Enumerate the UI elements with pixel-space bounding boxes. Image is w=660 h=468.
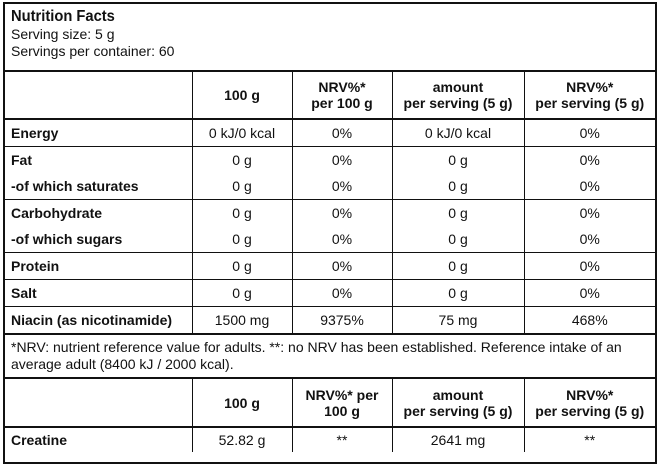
nrv-footnote: *NRV: nutrient reference value for adults. **: no NRV has been established. Reference intake of an average adult (8400 kJ / 2000 kcal).: [5, 335, 655, 379]
nutrient-name: Carbohydrate: [11, 205, 103, 221]
column-header-100g: 100 g: [192, 379, 292, 427]
column-header-nrv-100g: NRV%* per 100 g: [292, 72, 392, 119]
nutrient-value: 0 g: [192, 200, 292, 227]
table-row: [5, 200, 655, 227]
nutrient-name: Salt: [11, 285, 37, 301]
nutrient-value: 0%: [292, 173, 392, 200]
column-header-100g: 100 g: [192, 72, 292, 119]
nutrient-value: 0 g: [192, 173, 292, 200]
serving-size: Serving size: 5 g: [11, 26, 115, 42]
table-row: [5, 253, 655, 280]
nutrient-value: 0%: [292, 280, 392, 307]
nutrient-value: 0%: [292, 119, 392, 147]
nutrient-value: 0 g: [392, 226, 524, 253]
nutrient-value: 52.82 g: [192, 427, 292, 452]
nutrient-value: 468%: [524, 307, 655, 335]
table-row: [5, 173, 655, 200]
nutrient-value: 0%: [524, 280, 655, 307]
nutrient-value: 0%: [524, 253, 655, 280]
column-header-nrv-serving: NRV%* per serving (5 g): [524, 379, 655, 427]
nutrient-name: -of which saturates: [11, 178, 139, 194]
nutrient-value: 0%: [292, 253, 392, 280]
nutrient-value: 0 g: [192, 253, 292, 280]
nutrition-header: [5, 4, 655, 72]
nutrient-value: 0 g: [192, 147, 292, 174]
nutrient-value: 0 g: [392, 173, 524, 200]
column-header-amount-serving: amount per serving (5 g): [392, 72, 524, 119]
table-row: [5, 226, 655, 253]
table-row: [5, 119, 655, 147]
table-header-row: [5, 379, 655, 427]
nutrient-value: 0 g: [192, 280, 292, 307]
nutrient-value: 0 g: [392, 280, 524, 307]
nutrition-table: [5, 72, 655, 335]
nutrient-value: 0%: [292, 226, 392, 253]
nutrient-value: 0%: [524, 200, 655, 227]
column-header-nrv-serving: NRV%* per serving (5 g): [524, 72, 655, 119]
creatine-table: [5, 379, 655, 452]
nutrient-value: 0%: [524, 147, 655, 174]
nutrient-value: 0%: [524, 119, 655, 147]
nutrient-name: Protein: [11, 258, 60, 274]
table-row: [5, 147, 655, 174]
table-row: [5, 307, 655, 335]
nutrient-value: **: [292, 427, 392, 452]
nutrient-name: Creatine: [11, 432, 68, 448]
servings-per-container: Servings per container: 60: [11, 43, 175, 59]
table-row: [5, 280, 655, 307]
nutrient-name: Fat: [11, 152, 32, 168]
nutrient-value: 0 kJ/0 kcal: [392, 119, 524, 147]
nutrient-name: Energy: [11, 125, 59, 141]
nutrient-value: 0 g: [392, 200, 524, 227]
nutrient-value: 2641 mg: [392, 427, 524, 452]
nutrient-value: 0 g: [192, 226, 292, 253]
nutrient-value: 0%: [292, 147, 392, 174]
nutrient-value: 0%: [524, 226, 655, 253]
nutrition-title: Nutrition Facts: [11, 8, 115, 25]
column-header-empty: [5, 72, 192, 119]
nutrition-facts-panel: [3, 2, 657, 464]
nutrient-value: **: [524, 427, 655, 452]
column-header-nrv-100g: NRV%* per 100 g: [292, 379, 392, 427]
nutrient-value: 75 mg: [392, 307, 524, 335]
nutrient-name: Niacin (as nicotinamide): [11, 312, 173, 328]
nutrient-value: 0 g: [392, 253, 524, 280]
nutrient-value: 1500 mg: [192, 307, 292, 335]
nutrient-value: 0%: [524, 173, 655, 200]
column-header-amount-serving: amount per serving (5 g): [392, 379, 524, 427]
nutrient-value: 9375%: [292, 307, 392, 335]
table-header-row: [5, 72, 655, 119]
nutrient-value: 0%: [292, 200, 392, 227]
nutrient-name: -of which sugars: [11, 231, 123, 247]
nutrient-value: 0 g: [392, 147, 524, 174]
nutrient-value: 0 kJ/0 kcal: [192, 119, 292, 147]
column-header-empty: [5, 379, 192, 427]
table-row: [5, 427, 655, 452]
